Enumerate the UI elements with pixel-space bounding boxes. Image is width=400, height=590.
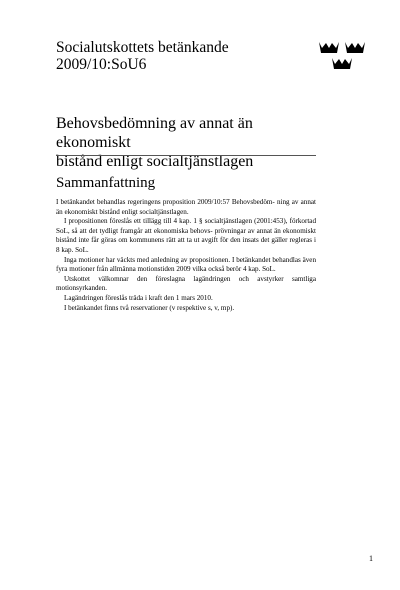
crown-bottom-icon bbox=[332, 58, 352, 69]
document-header bbox=[56, 39, 286, 73]
report-title bbox=[56, 114, 318, 171]
p6-line-1: I betänkandet finns två reservationer (v respektive s, v, mp). bbox=[64, 303, 235, 312]
p2-line-1: I propositionen föreslås ett tillägg till 4 kap. 1 § socialtjänstlagen bbox=[64, 217, 252, 226]
page-number: 1 bbox=[369, 554, 373, 563]
paragraph-5 bbox=[56, 294, 316, 304]
paragraph-1 bbox=[56, 198, 316, 217]
p3-line-1: Inga motioner har väckts med anledning av propositionen. I betänkandet bbox=[64, 255, 271, 264]
summary-body bbox=[56, 198, 316, 313]
p2-line-2: (2001:453), förkortad SoL, så att det tydligt framgår att ekonomiska behovs- bbox=[56, 217, 316, 235]
p3-line-3: berör 4 kap. SoL. bbox=[226, 265, 276, 274]
p4-line-2: motionsyrkanden. bbox=[56, 284, 108, 293]
summary-heading: Sammanfattning bbox=[56, 175, 156, 191]
crown-top-left-icon bbox=[319, 42, 339, 53]
three-crowns-icon bbox=[317, 40, 369, 72]
paragraph-2 bbox=[56, 217, 316, 255]
p2-line-4: rätt att ta ut avgift för den insats det gäller regleras i 8 kap. SoL. bbox=[56, 236, 316, 254]
p1-line-1: I betänkandet behandlas regeringens proposition 2009/10:57 Behovsbedöm- bbox=[56, 198, 275, 206]
title-divider bbox=[56, 155, 316, 156]
p1-line-2: ning av annat än ekonomiskt bistånd enligt socialtjänstlagen. bbox=[56, 198, 317, 216]
p5-line-1: Lagändringen föreslås träda i kraft den 1 mars 2010. bbox=[64, 293, 213, 302]
title-line-2: bistånd enligt socialtjänstlagen bbox=[56, 153, 254, 170]
p2-line-3: prövningar av annat än ekonomiskt bistånd inte får göras om kommunens bbox=[56, 226, 316, 245]
committee-name: Socialutskottets betänkande bbox=[56, 39, 229, 56]
p4-line-1: Utskottet välkomnar den föreslagna lagändringen och avstyrker samtliga bbox=[64, 274, 316, 283]
crown-top-right-icon bbox=[345, 42, 365, 53]
p3-line-2: behandlas även fyra motioner från allmänna motionstiden 2009 vilka också bbox=[56, 255, 316, 274]
paragraph-6 bbox=[56, 304, 316, 314]
title-line-1: Behovsbedömning av annat än ekonomiskt bbox=[56, 115, 253, 151]
report-id: 2009/10:SoU6 bbox=[56, 56, 147, 73]
paragraph-3 bbox=[56, 256, 316, 275]
paragraph-4 bbox=[56, 275, 316, 294]
